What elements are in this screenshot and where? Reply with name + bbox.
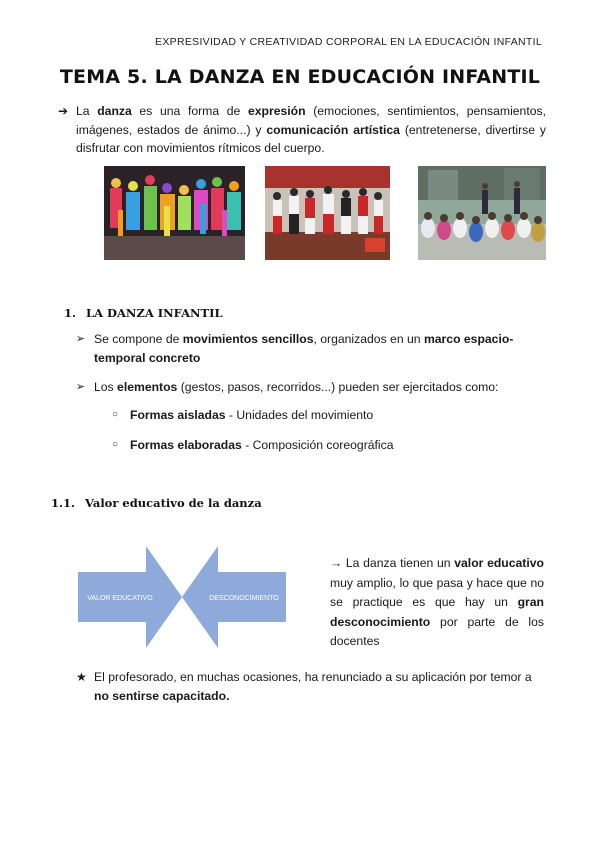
subsection-heading-valor-educativo: 1.1. Valor educativo de la danza <box>51 496 262 510</box>
photo-folk-dancers <box>265 166 390 260</box>
keyword-expresion: expresión <box>247 104 306 118</box>
star-bullet-profesorado: ★ El profesorado, en muchas ocasiones, ha renunciado a su aplicación por temor a no sentirse capacitado. <box>76 670 532 703</box>
arrowhead-bullet-icon: ➢ <box>76 381 86 393</box>
section-heading-danza-infantil: 1. LA DANZA INFANTIL <box>64 306 223 320</box>
diagram-label-valor-educativo: VALOR EDUCATIVO <box>87 595 153 602</box>
keyword-comunicacion: comunicación artística <box>266 122 400 137</box>
diagram-label-desconocimiento: DESCONOCIMIENTO <box>209 595 279 602</box>
photo-clown-dancers <box>104 166 245 260</box>
arrowhead-bullet-icon: ➢ <box>76 333 86 345</box>
arrow-bullet-icon: ➔ <box>58 104 69 118</box>
bullet-movimientos: ➢ Se compone de movimientos sencillos, organizados en un marco espacio-temporal concreto <box>76 332 514 365</box>
page-title: TEMA 5. LA DANZA EN EDUCACIÓN INFANTIL <box>59 66 541 88</box>
valor-educativo-paragraph: → La danza tienen un valor educativo muy amplio, lo que pasa y hace que no se practique es que hay un gran desconocimiento por parte de los docentes <box>330 556 544 648</box>
keyword-danza: danza <box>97 104 132 118</box>
sub-bullet-formas-elaboradas: ○ Formas elaboradas - Composición coreográfica <box>112 436 394 455</box>
opposing-arrows-diagram <box>78 546 286 648</box>
bullet-elementos: ➢ Los elementos (gestos, pasos, recorridos...) pueden ser ejercitados como: <box>76 378 546 397</box>
circle-bullet-icon: ○ <box>112 439 119 450</box>
running-header: EXPRESIVIDAD Y CREATIVIDAD CORPORAL EN LA EDUCACIÓN INFANTIL <box>155 36 542 48</box>
sub-bullet-formas-aisladas: ○ Formas aisladas - Unidades del movimiento <box>112 406 373 425</box>
star-bullet-icon: ★ <box>76 670 87 684</box>
intro-paragraph: ➔ La danza es una forma de expresión (emociones, sentimientos, pensamientos, imágenes, estados de ánimo...) y comunicación artística (entretenerse, divertirse y disfrutar con movimientos rítmicos del cuerpo. <box>58 104 546 155</box>
circle-bullet-icon: ○ <box>112 409 119 420</box>
photo-children-square <box>418 166 546 260</box>
